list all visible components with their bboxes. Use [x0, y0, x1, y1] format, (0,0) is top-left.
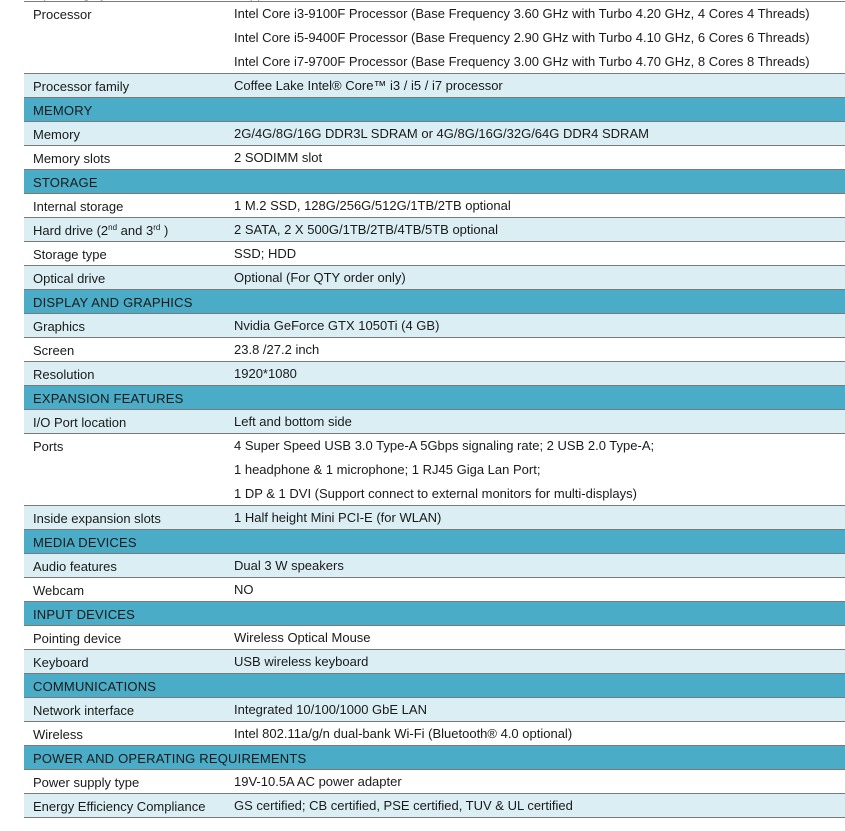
spec-label: Internal storage — [33, 199, 124, 214]
section-header — [24, 746, 845, 770]
section-header — [24, 98, 845, 122]
spec-value: Intel Core i3-9100F Processor (Base Frequency 3.60 GHz with Turbo 4.20 GHz, 4 Cores 4 Threads) — [234, 6, 810, 21]
spec-label: Power supply type — [33, 775, 140, 790]
spec-rows — [24, 2, 845, 818]
spec-row — [24, 122, 845, 146]
spec-label: Optical drive — [33, 271, 106, 286]
spec-value: Coffee Lake Intel® Core™ i3 / i5 / i7 processor — [234, 78, 503, 93]
spec-value: SSD; HDD — [234, 246, 297, 261]
spec-label: Keyboard — [33, 655, 89, 670]
section-title: MEMORY — [33, 103, 93, 118]
spec-values — [234, 578, 254, 602]
section-title: EXPANSION FEATURES — [33, 391, 184, 406]
spec-values — [234, 506, 441, 530]
spec-values — [234, 554, 344, 578]
spec-values — [234, 626, 371, 650]
spec-value: 1920*1080 — [234, 366, 297, 381]
spec-row — [24, 794, 845, 818]
spec-label: Screen — [33, 343, 75, 358]
spec-values — [234, 314, 439, 338]
spec-value: Intel Core i7-9700F Processor (Base Frequency 3.00 GHz with Turbo 4.70 GHz, 8 Cores 8 Threads) — [234, 54, 810, 69]
section-header — [24, 170, 845, 194]
spec-row — [24, 770, 845, 794]
section-title: DISPLAY AND GRAPHICS — [33, 295, 193, 310]
spec-row — [24, 650, 845, 674]
spec-label: Ports — [33, 439, 64, 454]
section-header — [24, 602, 845, 626]
spec-value: Integrated 10/100/1000 GbE LAN — [234, 702, 427, 717]
spec-values — [234, 122, 649, 146]
spec-values — [234, 266, 406, 290]
spec-value: 4 Super Speed USB 3.0 Type-A 5Gbps signaling rate; 2 USB 2.0 Type-A; — [234, 438, 655, 453]
spec-values — [234, 338, 319, 362]
spec-label: I/O Port location — [33, 415, 127, 430]
spec-value: 2 SATA, 2 X 500G/1TB/2TB/4TB/5TB optional — [234, 222, 498, 237]
spec-value: Dual 3 W speakers — [234, 558, 344, 573]
section-header — [24, 674, 845, 698]
spec-values — [234, 698, 427, 722]
spec-values — [234, 218, 498, 242]
spec-row — [24, 266, 845, 290]
spec-label: Inside expansion slots — [33, 511, 161, 526]
spec-value: 2 SODIMM slot — [234, 150, 323, 165]
spec-row — [24, 362, 845, 386]
section-header — [24, 530, 845, 554]
spec-values — [234, 722, 572, 746]
spec-value: 23.8 /27.2 inch — [234, 342, 320, 357]
spec-values — [234, 770, 402, 794]
spec-row — [24, 338, 845, 362]
spec-value: NO — [234, 582, 254, 597]
spec-value: Left and bottom side — [234, 414, 352, 429]
spec-value: 1 Half height Mini PCI-E (for WLAN) — [234, 510, 442, 525]
spec-values — [234, 146, 322, 170]
spec-label: Resolution — [33, 367, 95, 382]
spec-row — [24, 698, 845, 722]
section-title: COMMUNICATIONS — [33, 679, 157, 694]
spec-row — [24, 314, 845, 338]
spec-value: USB wireless keyboard — [234, 654, 369, 669]
spec-label: Pointing device — [33, 631, 122, 646]
spec-row — [24, 410, 845, 434]
section-title: STORAGE — [33, 175, 98, 190]
section-title: INPUT DEVICES — [33, 607, 136, 622]
section-header — [24, 290, 845, 314]
spec-value: 2G/4G/8G/16G DDR3L SDRAM or 4G/8G/16G/32G/64G DDR4 SDRAM — [234, 126, 649, 141]
spec-value: Intel 802.11a/g/n dual-bank Wi-Fi (Bluetooth® 4.0 optional) — [234, 726, 573, 741]
spec-values — [234, 2, 810, 74]
spec-values — [234, 74, 503, 98]
section-title: MEDIA DEVICES — [33, 535, 137, 550]
spec-label: Webcam — [33, 583, 85, 598]
spec-label: Hard drive (2nd and 3rd ) — [33, 223, 169, 238]
spec-value: 1 M.2 SSD, 128G/256G/512G/1TB/2TB optional — [234, 198, 511, 213]
spec-row — [24, 218, 845, 242]
spec-value: Optional (For QTY order only) — [234, 270, 406, 285]
spec-label: Graphics — [33, 319, 86, 334]
spec-row — [24, 74, 845, 98]
spec-value: GS certified; CB certified, PSE certified, TUV & UL certified — [234, 798, 573, 813]
spec-row — [24, 2, 845, 74]
section-header — [24, 386, 845, 410]
spec-label: Processor — [33, 7, 92, 22]
spec-label: Memory — [33, 127, 80, 142]
partial-value — [234, 0, 354, 1]
spec-table — [24, 0, 845, 818]
spec-label: Processor family — [33, 79, 130, 94]
spec-value: 1 DP & 1 DVI (Support connect to external monitors for multi-displays) — [234, 486, 637, 501]
partial-label — [33, 0, 135, 1]
spec-label: Network interface — [33, 703, 135, 718]
spec-value: 19V-10.5A AC power adapter — [234, 774, 402, 789]
spec-row — [24, 722, 845, 746]
spec-row — [24, 578, 845, 602]
spec-label: Memory slots — [33, 151, 111, 166]
spec-value: 1 headphone & 1 microphone; 1 RJ45 Giga Lan Port; — [234, 462, 541, 477]
spec-row — [24, 146, 845, 170]
spec-row — [24, 194, 845, 218]
spec-row — [24, 554, 845, 578]
spec-values — [234, 194, 511, 218]
spec-value: Nvidia GeForce GTX 1050Ti (4 GB) — [234, 318, 440, 333]
spec-values — [234, 434, 654, 506]
spec-label: Storage type — [33, 247, 107, 262]
spec-values — [234, 794, 573, 818]
spec-values — [234, 410, 352, 434]
spec-value: Intel Core i5-9400F Processor (Base Frequency 2.90 GHz with Turbo 4.10 GHz, 6 Cores 6 Threads) — [234, 30, 810, 45]
spec-label: Wireless — [33, 727, 83, 742]
spec-row — [24, 626, 845, 650]
spec-row — [24, 242, 845, 266]
spec-label: Audio features — [33, 559, 117, 574]
spec-value: Wireless Optical Mouse — [234, 630, 371, 645]
spec-values — [234, 362, 297, 386]
spec-row — [24, 434, 845, 506]
section-title: POWER AND OPERATING REQUIREMENTS — [33, 751, 307, 766]
spec-row — [24, 506, 845, 530]
spec-values — [234, 242, 296, 266]
spec-values — [234, 650, 368, 674]
spec-label: Energy Efficiency Compliance — [33, 799, 206, 814]
